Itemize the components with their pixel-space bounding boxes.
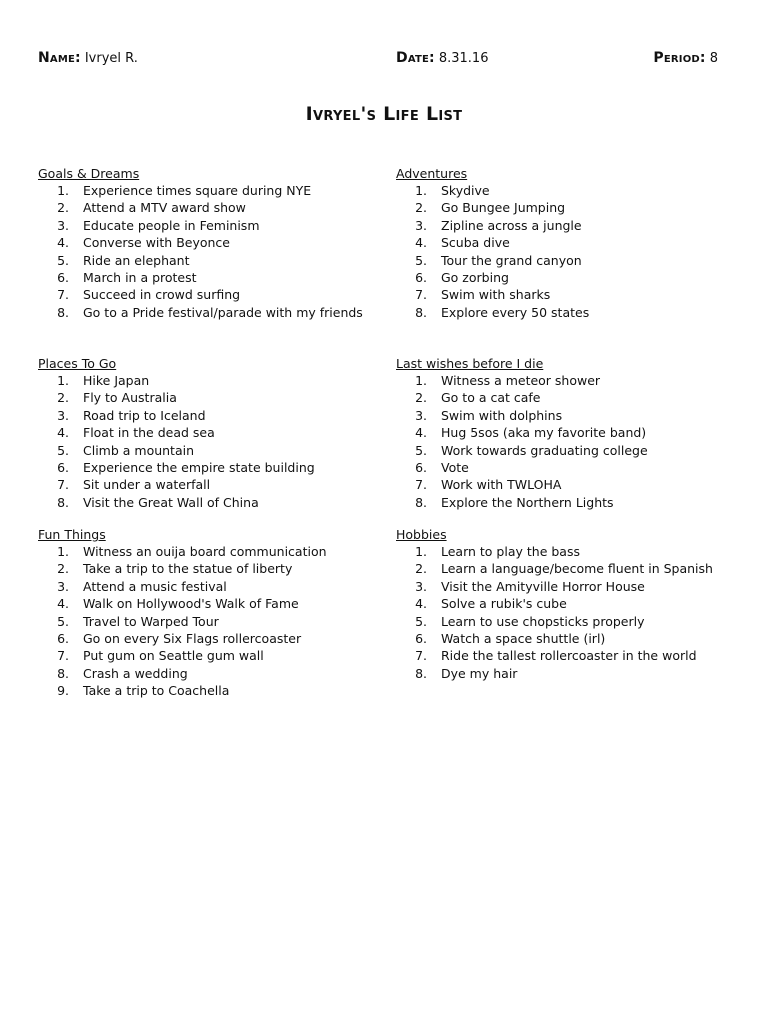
- item-text: Visit the Great Wall of China: [83, 494, 259, 510]
- item-number: 4.: [415, 596, 427, 612]
- list-item: [396, 234, 726, 251]
- item-number: 8.: [415, 665, 427, 681]
- item-number: 6.: [415, 270, 427, 286]
- section-hobbies: [396, 526, 726, 682]
- list-item: [38, 372, 368, 389]
- list-item: [38, 595, 368, 612]
- section-title: Last wishes before I die: [396, 356, 544, 371]
- list-item: [38, 269, 368, 286]
- item-number: 3.: [57, 217, 69, 233]
- list-item: [396, 372, 726, 389]
- item-text: Explore the Northern Lights: [441, 494, 614, 510]
- list-item: [396, 252, 726, 269]
- item-number: 3.: [415, 578, 427, 594]
- list-item: [38, 217, 368, 234]
- item-number: 5.: [57, 613, 69, 629]
- item-text: Witness a meteor shower: [441, 373, 601, 388]
- item-number: 1.: [57, 183, 69, 198]
- item-text: Explore every 50 states: [441, 304, 590, 320]
- item-text: Take a trip to Coachella: [83, 683, 230, 699]
- item-number: 8.: [415, 494, 427, 510]
- list-item: [38, 304, 368, 321]
- item-number: 9.: [57, 683, 69, 699]
- places-to-go-list: [38, 372, 368, 511]
- item-number: 8.: [57, 494, 69, 510]
- list-item: [38, 665, 368, 682]
- last-wishes-list: [396, 372, 726, 511]
- item-number: 1.: [57, 544, 69, 559]
- item-number: 2.: [415, 200, 427, 216]
- item-number: 4.: [57, 235, 69, 251]
- list-item: [38, 234, 368, 251]
- list-item: [38, 560, 368, 577]
- list-item: [38, 252, 368, 269]
- list-item: [38, 459, 368, 476]
- section-places-to-go: [38, 355, 368, 511]
- item-text: Vote: [441, 460, 469, 476]
- item-number: 1.: [415, 183, 427, 198]
- item-number: 5.: [415, 613, 427, 629]
- list-item: [38, 424, 368, 441]
- item-text: Travel to Warped Tour: [83, 613, 219, 629]
- item-text: Attend a music festival: [83, 578, 227, 594]
- name-field: [38, 50, 138, 66]
- item-number: 8.: [415, 304, 427, 320]
- list-item: [38, 442, 368, 459]
- list-item: [38, 578, 368, 595]
- item-number: 3.: [415, 407, 427, 423]
- list-item: [396, 286, 726, 303]
- item-text: Go to a Pride festival/parade with my friends: [83, 304, 363, 320]
- item-number: 3.: [415, 217, 427, 233]
- item-number: 7.: [415, 287, 427, 303]
- section-title: Places To Go: [38, 356, 117, 371]
- item-text: Hug 5sos (aka my favorite band): [441, 425, 647, 441]
- section-last-wishes: [396, 355, 726, 511]
- item-text: Learn to play the bass: [441, 544, 580, 559]
- date-field: [396, 50, 488, 66]
- item-number: 4.: [57, 425, 69, 441]
- item-number: 5.: [57, 442, 69, 458]
- item-number: 2.: [57, 200, 69, 216]
- item-text: Ride the tallest rollercoaster in the world: [441, 648, 697, 664]
- item-number: 5.: [57, 252, 69, 268]
- item-text: Learn to use chopsticks properly: [441, 613, 645, 629]
- list-item: [396, 630, 726, 647]
- list-item: [38, 476, 368, 493]
- list-item: [396, 476, 726, 493]
- list-item: [396, 647, 726, 664]
- item-text: Go to a cat cafe: [441, 390, 541, 406]
- list-item: [38, 647, 368, 664]
- item-text: Visit the Amityville Horror House: [441, 578, 645, 594]
- date-label: Date:: [396, 50, 435, 66]
- list-item: [38, 630, 368, 647]
- item-text: Walk on Hollywood's Walk of Fame: [83, 596, 299, 612]
- list-item: [396, 269, 726, 286]
- document-header: [38, 50, 718, 72]
- list-item: [396, 424, 726, 441]
- list-item: [38, 389, 368, 406]
- section-adventures: [396, 165, 726, 321]
- item-text: Watch a space shuttle (irl): [441, 631, 606, 647]
- item-number: 2.: [57, 390, 69, 406]
- item-text: Fly to Australia: [83, 390, 177, 406]
- adventures-list: [396, 182, 726, 321]
- list-item: [396, 543, 726, 560]
- list-item: [396, 304, 726, 321]
- list-item: [396, 407, 726, 424]
- section-fun-things: [38, 526, 368, 700]
- item-number: 5.: [415, 252, 427, 268]
- list-item: [396, 217, 726, 234]
- section-title: Fun Things: [38, 527, 106, 542]
- section-title: Hobbies: [396, 527, 447, 542]
- item-text: March in a protest: [83, 270, 197, 286]
- item-number: 6.: [57, 270, 69, 286]
- date-value: 8.31.16: [438, 51, 489, 66]
- item-number: 4.: [415, 425, 427, 441]
- item-text: Attend a MTV award show: [83, 200, 246, 216]
- list-item: [396, 665, 726, 682]
- item-text: Go zorbing: [441, 270, 509, 286]
- item-text: Go on every Six Flags rollercoaster: [83, 631, 302, 647]
- item-number: 7.: [57, 477, 69, 493]
- item-text: Learn a language/become fluent in Spanish: [441, 561, 713, 577]
- period-label: Period:: [653, 50, 706, 66]
- section-title: Adventures: [396, 166, 468, 181]
- item-text: Work with TWLOHA: [441, 477, 562, 493]
- list-item: [396, 560, 726, 577]
- item-number: 4.: [57, 596, 69, 612]
- hobbies-list: [396, 543, 726, 682]
- item-text: Scuba dive: [441, 235, 510, 251]
- item-text: Zipline across a jungle: [441, 217, 582, 233]
- list-item: [38, 613, 368, 630]
- item-number: 1.: [415, 544, 427, 559]
- item-text: Float in the dead sea: [83, 425, 215, 441]
- item-text: Experience times square during NYE: [83, 183, 312, 198]
- item-text: Work towards graduating college: [441, 442, 648, 458]
- item-number: 6.: [57, 460, 69, 476]
- item-text: Educate people in Feminism: [83, 217, 260, 233]
- list-item: [396, 389, 726, 406]
- item-number: 3.: [57, 407, 69, 423]
- item-number: 7.: [415, 477, 427, 493]
- item-number: 7.: [415, 648, 427, 664]
- list-item: [396, 595, 726, 612]
- item-number: 6.: [415, 460, 427, 476]
- item-text: Swim with dolphins: [441, 407, 563, 423]
- name-value: Ivryel R.: [84, 51, 138, 66]
- item-text: Skydive: [441, 183, 490, 198]
- list-item: [38, 182, 368, 199]
- item-number: 2.: [415, 561, 427, 577]
- list-item: [38, 494, 368, 511]
- list-item: [38, 407, 368, 424]
- list-item: [396, 199, 726, 216]
- item-number: 6.: [57, 631, 69, 647]
- item-number: 1.: [57, 373, 69, 388]
- item-text: Hike Japan: [83, 373, 150, 388]
- item-text: Put gum on Seattle gum wall: [83, 648, 264, 664]
- item-number: 7.: [57, 648, 69, 664]
- list-item: [396, 459, 726, 476]
- list-item: [38, 543, 368, 560]
- section-goals-dreams: [38, 165, 368, 321]
- item-number: 8.: [57, 304, 69, 320]
- item-number: 2.: [415, 390, 427, 406]
- list-item: [396, 442, 726, 459]
- item-text: Tour the grand canyon: [441, 252, 582, 268]
- item-number: 7.: [57, 287, 69, 303]
- item-text: Converse with Beyonce: [83, 235, 230, 251]
- period-field: [653, 50, 718, 66]
- goals-dreams-list: [38, 182, 368, 321]
- item-text: Climb a mountain: [83, 442, 195, 458]
- list-item: [38, 682, 368, 699]
- item-text: Dye my hair: [441, 665, 518, 681]
- item-text: Experience the empire state building: [83, 460, 315, 476]
- fun-things-list: [38, 543, 368, 700]
- item-number: 6.: [415, 631, 427, 647]
- item-text: Sit under a waterfall: [83, 477, 211, 493]
- list-item: [38, 286, 368, 303]
- list-item: [396, 494, 726, 511]
- item-text: Ride an elephant: [83, 252, 190, 268]
- item-text: Go Bungee Jumping: [441, 200, 566, 216]
- item-number: 8.: [57, 665, 69, 681]
- item-number: 4.: [415, 235, 427, 251]
- item-text: Solve a rubik's cube: [441, 596, 567, 612]
- name-label: Name:: [38, 50, 81, 66]
- item-text: Swim with sharks: [441, 287, 551, 303]
- item-text: Road trip to Iceland: [83, 407, 206, 423]
- list-item: [396, 613, 726, 630]
- item-number: 3.: [57, 578, 69, 594]
- period-value: 8: [709, 51, 718, 66]
- item-text: Witness an ouija board communication: [83, 544, 327, 559]
- item-text: Succeed in crowd surfing: [83, 287, 241, 303]
- item-number: 1.: [415, 373, 427, 388]
- section-title: Goals & Dreams: [38, 166, 140, 181]
- item-text: Take a trip to the statue of liberty: [83, 561, 293, 577]
- list-item: [396, 578, 726, 595]
- list-item: [396, 182, 726, 199]
- page-title: Ivryel's Life List: [305, 103, 463, 125]
- item-number: 5.: [415, 442, 427, 458]
- item-number: 2.: [57, 561, 69, 577]
- item-text: Crash a wedding: [83, 665, 188, 681]
- list-item: [38, 199, 368, 216]
